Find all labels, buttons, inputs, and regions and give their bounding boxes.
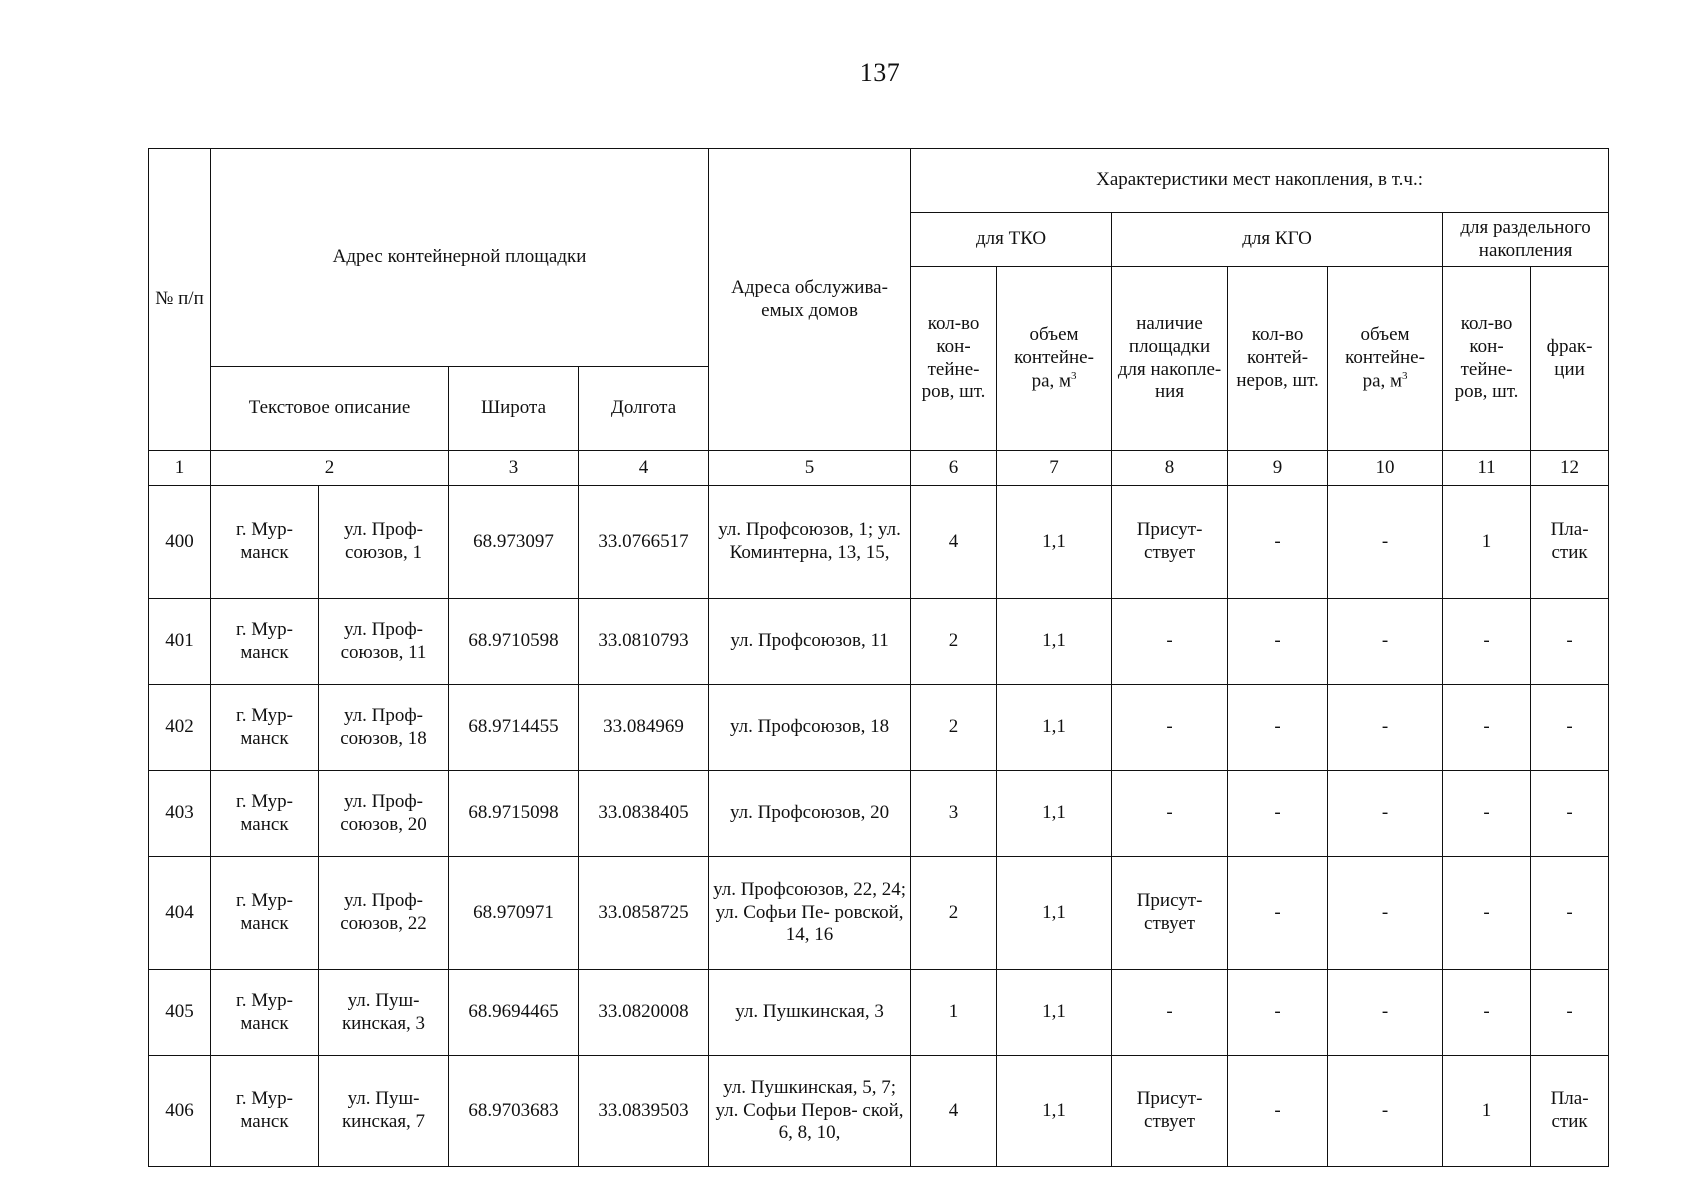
header-longitude: Долгота: [579, 367, 709, 451]
cell-latitude: 68.9715098: [449, 771, 579, 857]
cell-kgo-site: -: [1112, 599, 1228, 685]
cell-street: ул. Проф- союзов, 18: [319, 685, 449, 771]
cell-kgo-volume: -: [1328, 970, 1443, 1056]
header-tko: для ТКО: [911, 213, 1112, 267]
cell-sep-count: 1: [1443, 1056, 1531, 1167]
cell-served-houses: ул. Пушкинская, 5, 7; ул. Софьи Перов- ской, 6, 8, 10,: [709, 1056, 911, 1167]
cell-city: г. Мур- манск: [211, 599, 319, 685]
cell-sep-count: -: [1443, 857, 1531, 970]
cell-tko-count: 3: [911, 771, 997, 857]
column-number: 1: [149, 451, 211, 486]
cell-kgo-count: -: [1228, 970, 1328, 1056]
cell-latitude: 68.970971: [449, 857, 579, 970]
container-sites-table: [148, 148, 1609, 1167]
header-separate: для раздельного накопления: [1443, 213, 1609, 267]
cell-kgo-volume: -: [1328, 599, 1443, 685]
header-address: Адрес контейнерной площадки: [211, 149, 709, 367]
cell-sep-fraction: -: [1531, 857, 1609, 970]
header-sep-fraction: фрак- ции: [1531, 267, 1609, 451]
column-number: 6: [911, 451, 997, 486]
cell-kgo-site: Присут- ствует: [1112, 1056, 1228, 1167]
table-row: [149, 970, 1609, 1056]
cell-num: 406: [149, 1056, 211, 1167]
cell-tko-volume: 1,1: [997, 970, 1112, 1056]
cell-tko-volume: 1,1: [997, 486, 1112, 599]
cell-longitude: 33.0766517: [579, 486, 709, 599]
header-tko-volume-text: объем контейне- ра, м: [1014, 324, 1094, 392]
column-number: 2: [211, 451, 449, 486]
header-characteristics: Характеристики мест накопления, в т.ч.:: [911, 149, 1609, 213]
table-row: [149, 771, 1609, 857]
cell-kgo-count: -: [1228, 486, 1328, 599]
cell-sep-count: -: [1443, 970, 1531, 1056]
cell-sep-fraction: -: [1531, 771, 1609, 857]
cell-latitude: 68.973097: [449, 486, 579, 599]
header-served-houses: Адреса обслужива- емых домов: [709, 149, 911, 451]
cell-num: 404: [149, 857, 211, 970]
cell-num: 400: [149, 486, 211, 599]
cell-street: ул. Проф- союзов, 22: [319, 857, 449, 970]
cell-kgo-count: -: [1228, 685, 1328, 771]
cell-longitude: 33.084969: [579, 685, 709, 771]
cell-city: г. Мур- манск: [211, 1056, 319, 1167]
cell-tko-count: 4: [911, 1056, 997, 1167]
cell-kgo-volume: -: [1328, 486, 1443, 599]
cell-city: г. Мур- манск: [211, 685, 319, 771]
cell-sep-fraction: Пла- стик: [1531, 1056, 1609, 1167]
cell-latitude: 68.9703683: [449, 1056, 579, 1167]
cell-served-houses: ул. Профсоюзов, 1; ул. Коминтерна, 13, 15,: [709, 486, 911, 599]
header-num: № п/п: [149, 149, 211, 451]
cell-tko-count: 2: [911, 685, 997, 771]
cell-tko-volume: 1,1: [997, 1056, 1112, 1167]
column-number: 10: [1328, 451, 1443, 486]
cell-street: ул. Пуш- кинская, 3: [319, 970, 449, 1056]
header-tko-count: кол-во кон- тейне- ров, шт.: [911, 267, 997, 451]
cell-kgo-site: -: [1112, 771, 1228, 857]
cell-longitude: 33.0810793: [579, 599, 709, 685]
cell-city: г. Мур- манск: [211, 771, 319, 857]
cell-served-houses: ул. Пушкинская, 3: [709, 970, 911, 1056]
table-row: [149, 1056, 1609, 1167]
superscript: 3: [1402, 369, 1408, 382]
cell-city: г. Мур- манск: [211, 486, 319, 599]
header-kgo: для КГО: [1112, 213, 1443, 267]
cell-sep-fraction: -: [1531, 970, 1609, 1056]
cell-sep-fraction: Пла- стик: [1531, 486, 1609, 599]
cell-longitude: 33.0839503: [579, 1056, 709, 1167]
cell-tko-volume: 1,1: [997, 857, 1112, 970]
cell-longitude: 33.0820008: [579, 970, 709, 1056]
column-number: 3: [449, 451, 579, 486]
table-row: [149, 599, 1609, 685]
header-latitude: Широта: [449, 367, 579, 451]
cell-kgo-count: -: [1228, 599, 1328, 685]
cell-tko-count: 2: [911, 857, 997, 970]
cell-sep-count: -: [1443, 771, 1531, 857]
cell-kgo-volume: -: [1328, 685, 1443, 771]
page-number: 137: [859, 58, 901, 87]
cell-longitude: 33.0838405: [579, 771, 709, 857]
column-number: 5: [709, 451, 911, 486]
column-number: 8: [1112, 451, 1228, 486]
column-number: 7: [997, 451, 1112, 486]
header-tko-volume: [997, 267, 1112, 451]
cell-tko-count: 2: [911, 599, 997, 685]
table-header: [149, 149, 1609, 486]
cell-num: 402: [149, 685, 211, 771]
cell-tko-count: 1: [911, 970, 997, 1056]
table-row: [149, 486, 1609, 599]
header-kgo-site: наличие площадки для накопле- ния: [1112, 267, 1228, 451]
cell-tko-volume: 1,1: [997, 685, 1112, 771]
column-number: 12: [1531, 451, 1609, 486]
cell-tko-volume: 1,1: [997, 771, 1112, 857]
cell-latitude: 68.9710598: [449, 599, 579, 685]
cell-kgo-volume: -: [1328, 771, 1443, 857]
header-kgo-count: кол-во контей- неров, шт.: [1228, 267, 1328, 451]
cell-num: 403: [149, 771, 211, 857]
column-number: 11: [1443, 451, 1531, 486]
cell-kgo-count: -: [1228, 771, 1328, 857]
cell-tko-count: 4: [911, 486, 997, 599]
cell-sep-fraction: -: [1531, 685, 1609, 771]
cell-kgo-site: Присут- ствует: [1112, 486, 1228, 599]
cell-kgo-volume: -: [1328, 1056, 1443, 1167]
cell-sep-count: 1: [1443, 486, 1531, 599]
column-number: 9: [1228, 451, 1328, 486]
cell-street: ул. Проф- союзов, 20: [319, 771, 449, 857]
cell-kgo-count: -: [1228, 1056, 1328, 1167]
cell-street: ул. Проф- союзов, 11: [319, 599, 449, 685]
cell-kgo-count: -: [1228, 857, 1328, 970]
superscript: 3: [1071, 369, 1077, 382]
cell-longitude: 33.0858725: [579, 857, 709, 970]
table-row: [149, 685, 1609, 771]
cell-street: ул. Проф- союзов, 1: [319, 486, 449, 599]
table-row: [149, 857, 1609, 970]
cell-kgo-site: Присут- ствует: [1112, 857, 1228, 970]
cell-served-houses: ул. Профсоюзов, 20: [709, 771, 911, 857]
cell-served-houses: ул. Профсоюзов, 22, 24; ул. Софьи Пе- ровской, 14, 16: [709, 857, 911, 970]
cell-sep-count: -: [1443, 599, 1531, 685]
cell-served-houses: ул. Профсоюзов, 18: [709, 685, 911, 771]
table-body: [149, 486, 1609, 1167]
cell-city: г. Мур- манск: [211, 970, 319, 1056]
cell-latitude: 68.9714455: [449, 685, 579, 771]
cell-city: г. Мур- манск: [211, 857, 319, 970]
cell-kgo-site: -: [1112, 970, 1228, 1056]
cell-tko-volume: 1,1: [997, 599, 1112, 685]
header-kgo-volume: [1328, 267, 1443, 451]
header-kgo-volume-text: объем контейне- ра, м: [1345, 324, 1425, 392]
column-number: 4: [579, 451, 709, 486]
header-sep-count: кол-во кон- тейне- ров, шт.: [1443, 267, 1531, 451]
cell-kgo-site: -: [1112, 685, 1228, 771]
cell-kgo-volume: -: [1328, 857, 1443, 970]
cell-sep-count: -: [1443, 685, 1531, 771]
cell-num: 405: [149, 970, 211, 1056]
header-text-description: Текстовое описание: [211, 367, 449, 451]
cell-sep-fraction: -: [1531, 599, 1609, 685]
cell-latitude: 68.9694465: [449, 970, 579, 1056]
cell-served-houses: ул. Профсоюзов, 11: [709, 599, 911, 685]
cell-street: ул. Пуш- кинская, 7: [319, 1056, 449, 1167]
cell-num: 401: [149, 599, 211, 685]
